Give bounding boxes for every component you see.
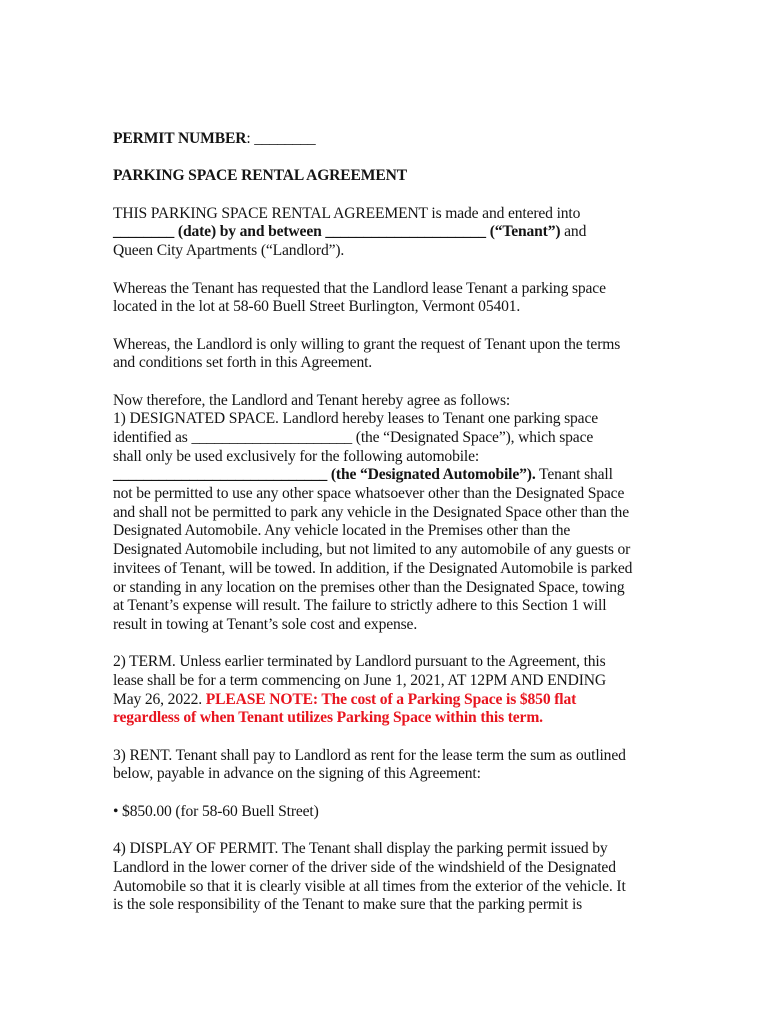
text-span: and bbox=[560, 223, 587, 241]
text-line bbox=[113, 223, 653, 242]
text-line: Designated Automobile including, but not limited to any automobile of any guests or bbox=[113, 541, 631, 559]
permit-number-line bbox=[113, 130, 653, 149]
text-line: at Tenant’s expense will result. The failure to strictly adhere to this Section 1 will bbox=[113, 597, 607, 615]
document-title bbox=[113, 167, 653, 186]
text-line: Whereas, the Landlord is only willing to grant the request of Tenant upon the terms bbox=[113, 335, 621, 353]
text-line: 4) DISPLAY OF PERMIT. The Tenant shall display the parking permit issued by bbox=[113, 840, 608, 858]
text-line: Automobile so that it is clearly visible at all times from the exterior of the vehicle. It bbox=[113, 877, 626, 895]
whereas-paragraph-2 bbox=[113, 336, 653, 373]
section-term bbox=[113, 653, 653, 728]
text-line bbox=[113, 691, 653, 710]
text-line: not be permitted to use any other space whatsoever other than the Designated Space bbox=[113, 485, 625, 503]
text-line: identified as _____________________ (the “Designated Space”), which space bbox=[113, 429, 594, 446]
section-display-of-permit bbox=[113, 840, 653, 915]
price-notice-continued: regardless of when Tenant utilizes Parking Space within this term. bbox=[113, 709, 543, 727]
text-line: is the sole responsibility of the Tenant to make sure that the parking permit is bbox=[113, 896, 583, 914]
text-span: Tenant shall bbox=[535, 466, 613, 484]
text-line bbox=[113, 466, 653, 485]
text-line: and shall not be permitted to park any vehicle in the Designated Space other than the bbox=[113, 503, 629, 521]
text-line: located in the lot at 58-60 Buell Street Burlington, Vermont 05401. bbox=[113, 298, 521, 316]
text-span: May 26, 2022. bbox=[113, 690, 206, 708]
intro-paragraph bbox=[113, 205, 653, 261]
text-line: shall only be used exclusively for the following automobile: bbox=[113, 447, 480, 465]
text-line: Queen City Apartments (“Landlord”). bbox=[113, 242, 345, 260]
section-rent bbox=[113, 747, 653, 822]
price-notice: PLEASE NOTE: The cost of a Parking Space is $850 flat bbox=[205, 690, 577, 708]
text-line: Now therefore, the Landlord and Tenant hereby agree as follows: bbox=[113, 391, 511, 409]
text-line: Designated Automobile. Any vehicle located in the Premises other than the bbox=[113, 522, 571, 540]
text-line: THIS PARKING SPACE RENTAL AGREEMENT is made and entered into bbox=[113, 204, 581, 222]
title-text: PARKING SPACE RENTAL AGREEMENT bbox=[113, 167, 407, 185]
permit-number-label: PERMIT NUMBER bbox=[113, 130, 247, 147]
text-line: below, payable in advance on the signing of this Agreement: bbox=[113, 765, 481, 783]
document-page bbox=[113, 130, 653, 915]
text-line: 1) DESIGNATED SPACE. Landlord hereby leases to Tenant one parking space bbox=[113, 410, 598, 428]
permit-number-blank: : ________ bbox=[246, 130, 316, 147]
text-line: or standing in any location on the premises other than the Designated Space, towing bbox=[113, 578, 625, 596]
designated-automobile-blank: ____________________________ (the “Designated Automobile”). bbox=[113, 466, 536, 484]
text-line: invitees of Tenant, will be towed. In addition, if the Designated Automobile is parked bbox=[113, 559, 633, 577]
date-tenant-blanks: ________ (date) by and between _____________________ (“Tenant”) bbox=[113, 223, 561, 241]
section-designated-space bbox=[113, 392, 653, 635]
text-line: 3) RENT. Tenant shall pay to Landlord as rent for the lease term the sum as outlined bbox=[113, 746, 626, 764]
text-line: and conditions set forth in this Agreement. bbox=[113, 354, 373, 372]
text-line: lease shall be for a term commencing on June 1, 2021, AT 12PM AND ENDING bbox=[113, 671, 607, 689]
text-line: Landlord in the lower corner of the driver side of the windshield of the Designated bbox=[113, 858, 616, 876]
text-line: Whereas the Tenant has requested that the Landlord lease Tenant a parking space bbox=[113, 279, 606, 297]
text-line: result in towing at Tenant’s sole cost and expense. bbox=[113, 615, 418, 633]
whereas-paragraph-1 bbox=[113, 280, 653, 317]
text-line: 2) TERM. Unless earlier terminated by Landlord pursuant to the Agreement, this bbox=[113, 653, 606, 671]
rent-bullet-item: • $850.00 (for 58-60 Buell Street) bbox=[113, 802, 319, 820]
